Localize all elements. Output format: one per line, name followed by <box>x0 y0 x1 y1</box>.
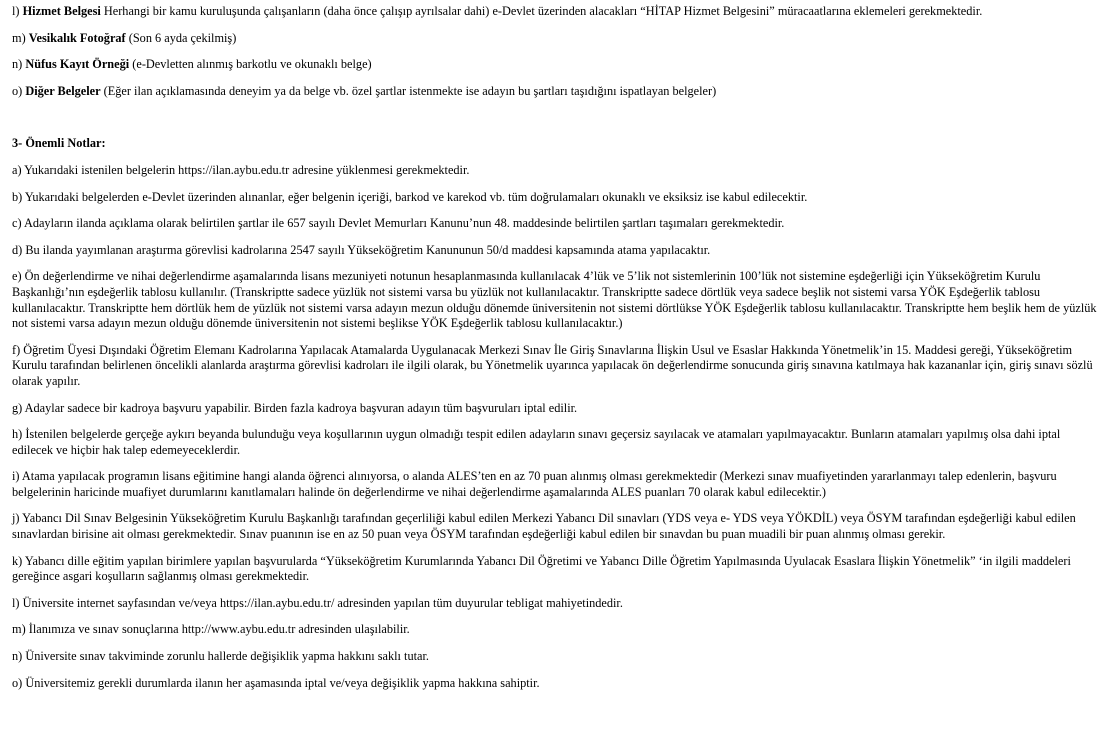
note-item-h: h) İstenilen belgelerde gerçeğe aykırı beyanda bulunduğu veya koşullarının uygun olmadığı tespit edilen adayların sınavı geçersiz sayılacak ve atamaları yapılmayacaktır. Bunların atamaları yapılmış olsa dahi iptal edilecek ve hiçbir hak talep edemeyeceklerdir. <box>12 427 1061 457</box>
note-item-f: f) Öğretim Üyesi Dışındaki Öğretim Elemanı Kadrolarına Yapılacak Atamalarda Uygulanacak Merkezi Sınav İle Giriş Sınavlarına İlişkin Usul ve Esaslar Hakkında Yönetmelik’in 15. Maddesi gereği, Yükseköğretim Kurulu tarafından belirlenen öncelikli alanlarda araştırma görevlisi kadroları ile ilgili olarak, bu Yönetmelik uyarınca yapılacak ön değerlendirme sonucunda giriş sınavına katılmaya hak kazananlar için, giriş sınavı sözlü olarak yapılır. <box>12 342 1093 388</box>
note-item-i: i) Atama yapılacak programın lisans eğitimine hangi alanda öğrenci alınıyorsa, o alanda ALES’ten en az 70 puan alınmış olması gerekmektedir (Merkezi sınav muafiyetinden yararlanmayı talep edenlerin, başvuru belgelerinin haricinde muafiyet durumlarını kanıtlamaları halinde ön değerlendirme ve nihai değerlendirme aşamalarında ALES puanları 70 olarak kabul edilecektir.) <box>12 469 1057 499</box>
requirement-marker: o) <box>12 83 23 98</box>
note-item-n: n) Üniversite sınav takviminde zorunlu hallerde değişiklik yapma hakkını saklı tutar. <box>12 649 429 664</box>
requirement-title: Nüfus Kayıt Örneği <box>25 57 130 72</box>
requirement-marker: l) <box>12 4 20 18</box>
requirement-text: (Son 6 ayda çekilmiş) <box>128 30 237 45</box>
note-item-d: d) Bu ilanda yayımlanan araştırma görevlisi kadrolarına 2547 sayılı Yükseköğretim Kanununun 50/d maddesi kapsamında atama yapılacaktır. <box>12 242 711 257</box>
requirement-text: Herhangi bir kamu kuruluşunda çalışanların (daha önce çalışıp ayrılsalar dahi) e-Devlet üzerinden alacakları “HİTAP Hizmet Belgesini” müracaatlarına eklemeleri gerekmektedir. <box>103 4 983 18</box>
requirement-marker: m) <box>12 30 26 45</box>
requirement-item-m <box>12 31 1104 47</box>
note-item-o: o) Üniversitemiz gerekli durumlarda ilanın her aşamasında iptal ve/veya değişiklik yapma hakkına sahiptir. <box>12 675 540 690</box>
note-item-g: g) Adaylar sadece bir kadroya başvuru yapabilir. Birden fazla kadroya başvuran adayın tüm başvuruları iptal edilir. <box>12 400 578 415</box>
requirement-item-o <box>12 84 1104 100</box>
notes-list <box>12 163 1104 691</box>
requirement-item-n <box>12 57 1104 73</box>
note-item-l: l) Üniversite internet sayfasından ve/veya https://ilan.aybu.edu.tr/ adresinden yapılan tüm duyurular tebligat mahiyetindedir. <box>12 595 623 610</box>
requirement-title: Diğer Belgeler <box>25 83 101 98</box>
required-documents-list <box>12 4 1104 99</box>
note-item-e: e) Ön değerlendirme ve nihai değerlendirme aşamalarında lisans mezuniyeti notunun hesaplanmasında kullanılacak 4’lük ve 5’lik not sistemlerinin 100’lük not sistemine eşdeğerliği için Yükseköğretim Kurulu Başkanlığı’nın eşdeğerlik tablosu kullanılır. (Transkriptte sadece yüzlük not sistemi varsa bu yüzlük not kullanılacaktır. Transkriptte sadece dörtlük veya sadece beşlik not sistemi varsa YÖK Eşdeğerlik tablosu kullanılacaktır. Transkriptte hem dörtlük hem de yüzlük not sistemi varsa adayın mezun olduğu dönemde üniversitenin not sistemi dörtlükse YÖK Eşdeğerlik tablosu kullanılacaktır. Transkriptte hem beşlik hem de yüzlük not sistemi varsa adayın mezun olduğu dönemde üniversitenin not sistemi beşlikse YÖK Eşdeğerlik tablosu kullanılacaktır.) <box>12 269 1097 331</box>
requirement-text: (e-Devletten alınmış barkotlu ve okunaklı belge) <box>132 57 372 72</box>
requirement-marker: n) <box>12 57 23 72</box>
note-item-a: a) Yukarıdaki istenilen belgelerin https://ilan.aybu.edu.tr adresine yüklenmesi gerekmektedir. <box>12 162 470 177</box>
requirement-title: Hizmet Belgesi <box>22 4 101 18</box>
requirement-title: Vesikalık Fotoğraf <box>28 30 126 45</box>
requirement-item-l <box>12 4 1104 20</box>
note-item-j: j) Yabancı Dil Sınav Belgesinin Yükseköğretim Kurulu Başkanlığı tarafından geçerliliği kabul edilen Merkezi Yabancı Dil sınavları (YDS veya e- YDS veya YÖKDİL) veya ÖSYM tarafından eşdeğerliği kabul edilen sınavlardan birisine ait olması gerekmektedir. Sınav puanının ise en az 50 puan veya ÖSYM tarafından eşdeğerliği kabul edilen bir sınavdan bu puan muadili bir puan alınmış olması gerekir. <box>12 511 1076 542</box>
notes-heading: 3- Önemli Notlar: <box>12 136 106 151</box>
note-item-m: m) İlanımıza ve sınav sonuçlarına http://www.aybu.edu.tr adresinden ulaşılabilir. <box>12 622 410 637</box>
note-item-b: b) Yukarıdaki belgelerden e-Devlet üzerinden alınanlar, eğer belgenin içeriği, barkod ve karekod vb. tüm doğrulamaları okunaklı ve eksiksiz ise kabul edilecektir. <box>12 189 808 204</box>
note-item-k: k) Yabancı dille eğitim yapılan birimlere yapılan başvurularda “Yükseköğretim Kurumlarında Yabancı Dil Öğretimi ve Yabancı Dille Öğretim Yapılmasında Uyulacak Esaslara İlişkin Yönetmelik” ‘in ilgili maddeleri gereğince asgari koşulların sağlanmış olması gerekmektedir. <box>12 553 1071 584</box>
section-spacer <box>12 110 1104 136</box>
requirement-text: (Eğer ilan açıklamasında deneyim ya da belge vb. özel şartlar istenmekte ise adayın bu şartları taşıdığını ispatlayan belgeler) <box>103 83 717 98</box>
note-item-c: c) Adayların ilanda açıklama olarak belirtilen şartlar ile 657 sayılı Devlet Memurları Kanunu’nun 48. maddesinde belirtilen şartları taşımaları gerekmektedir. <box>12 216 785 231</box>
